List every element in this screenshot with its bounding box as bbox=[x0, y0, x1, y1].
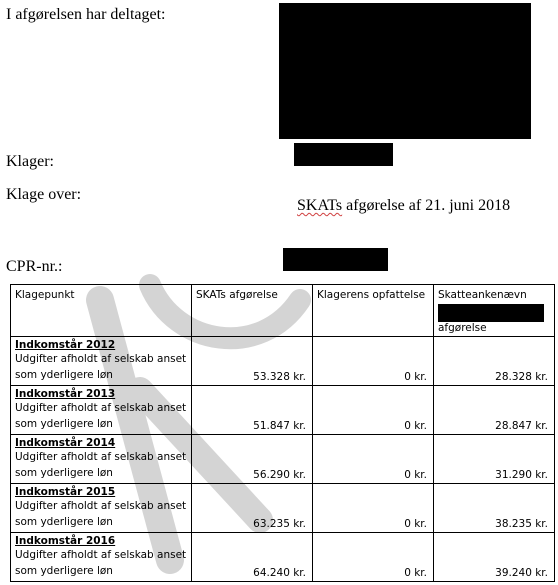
cell-klager-amount: 0 kr. bbox=[313, 435, 434, 484]
header-klagerens-opfattelse: Klagerens opfattelse bbox=[313, 285, 434, 337]
header-skats-afgoerelse: SKATs afgørelse bbox=[192, 285, 313, 337]
cell-klagepunkt bbox=[11, 484, 192, 533]
year-label: Indkomstår 2015 bbox=[15, 486, 116, 498]
cell-naevn-amount: 28.847 kr. bbox=[434, 386, 555, 435]
cell-skats-amount: 56.290 kr. bbox=[192, 435, 313, 484]
cell-klagepunkt bbox=[11, 435, 192, 484]
cell-naevn-amount: 38.235 kr. bbox=[434, 484, 555, 533]
cell-skats-amount: 63.235 kr. bbox=[192, 484, 313, 533]
table-row bbox=[11, 484, 555, 533]
header-skatteankenaevn-label: Skatteankenævn bbox=[438, 289, 527, 301]
cpr-label: CPR-nr.: bbox=[6, 258, 63, 275]
cell-klagepunkt bbox=[11, 386, 192, 435]
decision-text bbox=[297, 195, 517, 217]
cell-klagepunkt bbox=[11, 337, 192, 386]
cell-naevn-amount: 39.240 kr. bbox=[434, 533, 555, 582]
redacted-header bbox=[438, 304, 544, 322]
table-row bbox=[11, 386, 555, 435]
redacted-cpr bbox=[283, 248, 388, 271]
row-description: Udgifter afholdt af selskab anset som yderligere løn bbox=[15, 451, 187, 479]
decision-text-rest: afgørelse af 21. juni 2018 bbox=[342, 197, 511, 214]
klager-label: Klager: bbox=[6, 153, 54, 170]
participants-label: I afgørelsen har deltaget: bbox=[6, 6, 166, 23]
year-label: Indkomstår 2013 bbox=[15, 388, 116, 400]
header-klagepunkt: Klagepunkt bbox=[11, 285, 192, 337]
cell-klager-amount: 0 kr. bbox=[313, 484, 434, 533]
klage-over-label: Klage over: bbox=[6, 186, 82, 203]
decision-text-skats: SKATs bbox=[297, 197, 343, 214]
redacted-klager bbox=[294, 143, 393, 166]
cell-klager-amount: 0 kr. bbox=[313, 533, 434, 582]
table-row bbox=[11, 337, 555, 386]
row-description: Udgifter afholdt af selskab anset som yderligere løn bbox=[15, 549, 187, 577]
cell-naevn-amount: 31.290 kr. bbox=[434, 435, 555, 484]
row-description: Udgifter afholdt af selskab anset som yderligere løn bbox=[15, 500, 187, 528]
year-label: Indkomstår 2014 bbox=[15, 437, 116, 449]
table-row bbox=[11, 435, 555, 484]
year-label: Indkomstår 2012 bbox=[15, 339, 116, 351]
table-header-row bbox=[11, 285, 555, 337]
cell-klager-amount: 0 kr. bbox=[313, 386, 434, 435]
year-label: Indkomstår 2016 bbox=[15, 535, 116, 547]
cell-skats-amount: 51.847 kr. bbox=[192, 386, 313, 435]
redacted-participants bbox=[279, 3, 531, 139]
header-afgoerelse-label: afgørelse bbox=[438, 322, 487, 334]
cell-naevn-amount: 28.328 kr. bbox=[434, 337, 555, 386]
row-description: Udgifter afholdt af selskab anset som yderligere løn bbox=[15, 402, 187, 430]
table-row bbox=[11, 533, 555, 582]
header-skatteankenaevn bbox=[434, 285, 555, 337]
claims-table bbox=[10, 284, 555, 582]
cell-skats-amount: 64.240 kr. bbox=[192, 533, 313, 582]
cell-klager-amount: 0 kr. bbox=[313, 337, 434, 386]
row-description: Udgifter afholdt af selskab anset som yderligere løn bbox=[15, 353, 187, 381]
cell-skats-amount: 53.328 kr. bbox=[192, 337, 313, 386]
cell-klagepunkt bbox=[11, 533, 192, 582]
